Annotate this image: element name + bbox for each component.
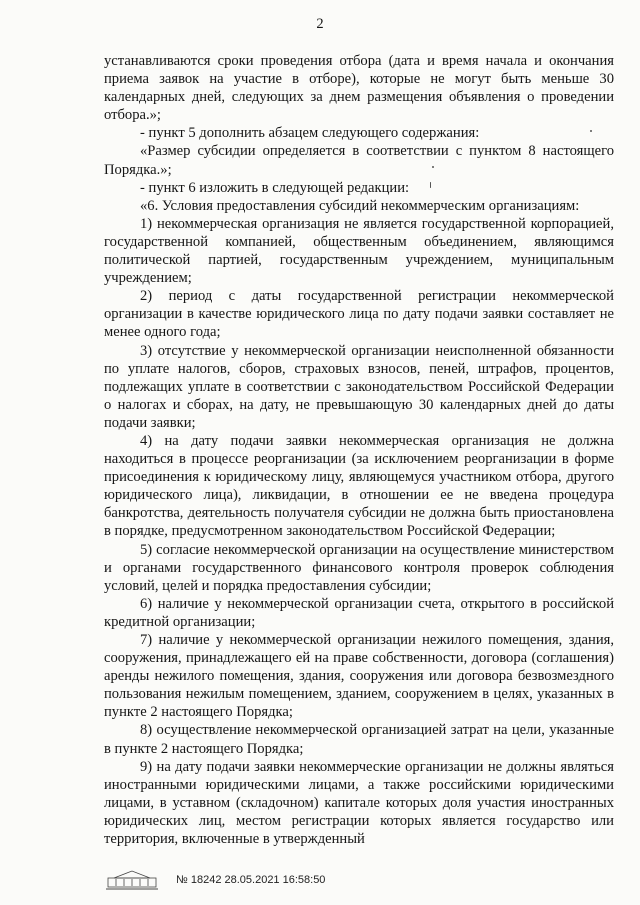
document-footer [104,868,325,892]
paragraph: - пункт 6 изложить в следующей редакции: [140,179,410,196]
paragraph: - пункт 5 дополнить абзацем следующего содержания: [140,125,480,142]
paragraph: 9) на дату подачи заявки некоммерческие организации не должны являться иностранными юридическими лицами, а также российскими юридическими лицами, в уставном (складочном) капитале которых доля участия иностранных юридических лиц, местом регистрации которых является государство или территория, включенные в утвержденный [104,758,614,848]
paragraph: 6) наличие у некоммерческой организации счета, открытого в российской кредитной организации; [104,595,614,630]
paragraph: «6. Условия предоставления субсидий некоммерческим организациям: [140,197,580,214]
page-number: 2 [316,16,324,32]
paragraph: 1) некоммерческая организация не является государственной корпорацией, государственной компанией, общественным объединением, являющимся политической партией, государственным учреждением, муниципальным учреждением; [104,215,614,287]
paragraph: 3) отсутствие у некоммерческой организации неисполненной обязанности по уплате налогов, сборов, страховых взносов, пеней, штрафов, процентов, подлежащих уплате в соответствии с законодательством Российской Федерации о налогах и сборах, на дату, не превышающую 30 календарных дней до даты подачи заявки; [104,342,614,431]
paragraph: 7) наличие у некоммерческой организации нежилого помещения, здания, сооружения, принадлежащего ей на праве собственности, договора (соглашения) аренды нежилого помещения, здания, сооружения или договора безвозмездного пользования нежилым помещением, зданием, сооружением в целях, указанных в пункте 2 настоящего Порядка; [104,632,614,721]
scan-speck [590,130,592,132]
document-body [104,52,614,848]
scan-speck [432,166,434,168]
registration-stamp: № 18242 28.05.2021 16:58:50 [176,874,326,886]
paragraph: 2) период с даты государственной регистрации некоммерческой организации в качестве юридического лица по дату подачи заявки составляет не менее одного года; [104,288,614,341]
paragraph: 5) согласие некоммерческой организации на осуществление министерством и органами государственного финансового контроля проверок соблюдения условий, целей и порядка предоставления субсидии; [104,541,614,594]
paragraph: 4) на дату подачи заявки некоммерческая организация не должна находиться в процессе реорганизации (за исключением реорганизации в форме присоединения к юридическому лицу, являющемуся участником отбора, другого юридического лица), ликвидации, в отношении ее не введена процедура банкротства, деятельность получателя субсидии не должна быть приостановлена в порядке, предусмотренном законодательством Российской Федерации; [104,432,614,540]
paragraph: «Размер субсидии определяется в соответствии с пунктом 8 настоящего Порядка.»; [104,143,614,178]
scan-speck [430,182,431,188]
paragraph: устанавливаются сроки проведения отбора (дата и время начала и окончания приема заявок на участие в отборе), которые не могут быть меньше 30 календарных дней, следующих за днем размещения объявления о проведении отбора.»; [104,53,614,124]
building-logo-icon [104,868,160,892]
paragraph: 8) осуществление некоммерческой организацией затрат на цели, указанные в пункте 2 настоящего Порядка; [104,722,614,757]
